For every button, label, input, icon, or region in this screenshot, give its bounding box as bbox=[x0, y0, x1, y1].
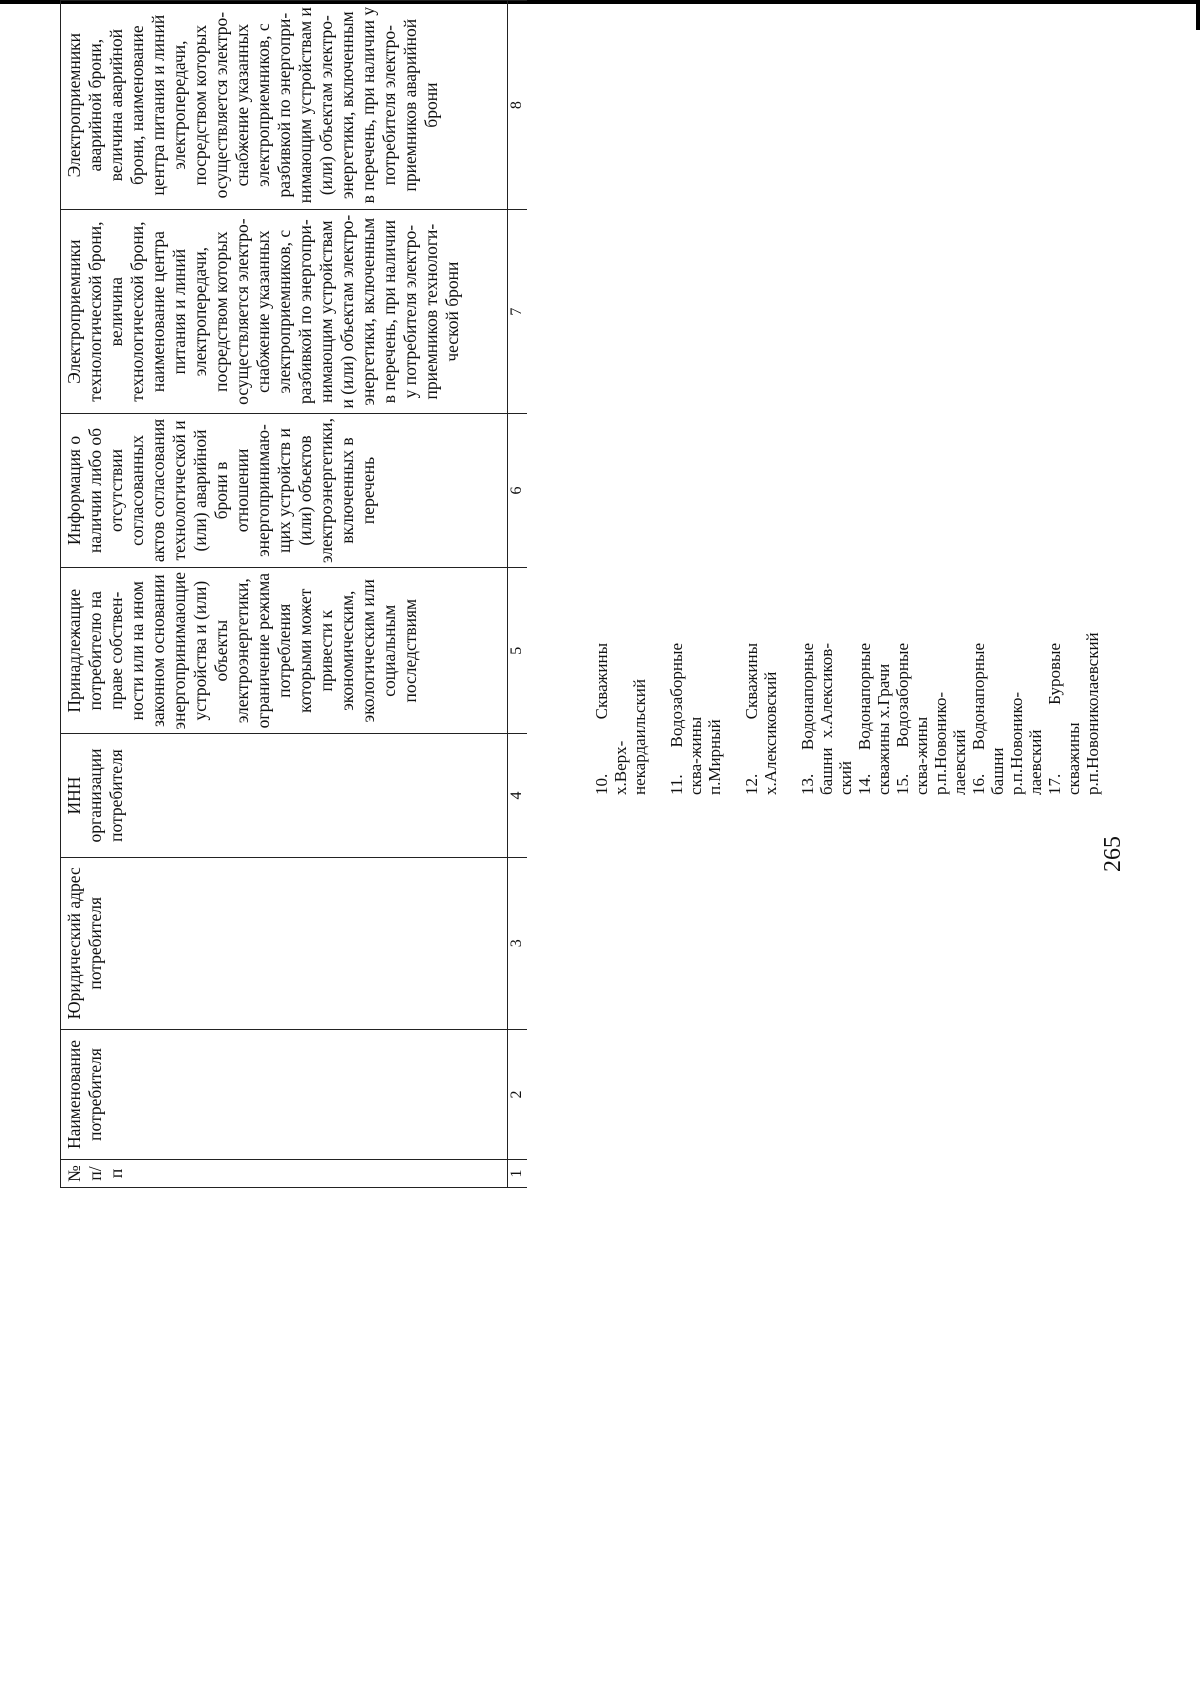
header-cell: № п/п bbox=[61, 1159, 508, 1187]
page-number: 265 bbox=[1100, 836, 1126, 872]
column-number: 3 bbox=[508, 857, 528, 1029]
table-header-row bbox=[61, 1, 508, 1188]
column-number: 8 bbox=[508, 1, 528, 210]
list-item: 11. Водозаборные сква-жины п.Мирный bbox=[667, 643, 724, 795]
header-cell: Электроприемники аварийной брони, величина аварийной брони, наименование центра питания и линий электропередачи, посредством которых осуществляется электро-снабжение указанных электроприемников, с разбивкой по энергопри-нимающим устройствам и (или) объектам электро-энергетики, включенным в перечень, при наличии у потребителя электро-приемников аварийной брони bbox=[61, 1, 508, 210]
column-number: 6 bbox=[508, 414, 528, 568]
column-number: 2 bbox=[508, 1029, 528, 1159]
list-item: 13. Водонапорные башни х.Алексиков-ский bbox=[798, 643, 855, 795]
column-number: 5 bbox=[508, 567, 528, 734]
list-item: 14. Водонапорные скважины х.Грачи bbox=[855, 643, 893, 795]
list-item: 10. Скважины х.Верх-некардаильский bbox=[592, 643, 649, 795]
header-cell: ИНН организации потребителя bbox=[61, 734, 508, 857]
column-number-row bbox=[508, 1, 528, 1188]
consumer-list bbox=[592, 632, 1102, 795]
header-cell: Электроприемники технологической брони, величина технологической брони, наименование центра питания и линий электропередачи, посредством которых осуществляется электро-снабжение указанных электроприемников, с разбивкой по энергопри-нимающим устройствам и (или) объектам электро-энергетики, включенным в перечень, при наличии у потребителя электро-приемников технологи-ческой брони bbox=[61, 210, 508, 414]
consumer-table bbox=[60, 0, 527, 1188]
column-number: 7 bbox=[508, 210, 528, 414]
header-cell: Принадлежащие потребителю на праве собствен-ности или на ином законном основании энергопринимающие устройства и (или) объекты электроэнергетики, ограничение режима потребления которыми может привести к экономическим, экологическим или социальным последствиям bbox=[61, 567, 508, 734]
list-item: 15. Водозаборные сква-жины р.п.Новонико-лаевский bbox=[893, 643, 969, 795]
column-number: 1 bbox=[508, 1159, 528, 1187]
header-cell: Наименование потребителя bbox=[61, 1029, 508, 1159]
header-cell: Информация о наличии либо об отсутствии согласованных актов согласования технологической и (или) аварийной брони в отношении энергопринимаю-щих устройств и (или) объектов электроэнергетики, включенных в перечень bbox=[61, 414, 508, 568]
list-item: 16. Водонапорные башни р.п.Новонико-лаевский bbox=[969, 643, 1045, 795]
header-cell: Юридический адрес потребителя bbox=[61, 857, 508, 1029]
column-number: 4 bbox=[508, 734, 528, 857]
list-item: 17. Буровые скважины р.п.Новониколаевский bbox=[1045, 632, 1102, 795]
list-item: 12. Скважины х.Алексиковский bbox=[742, 643, 780, 795]
